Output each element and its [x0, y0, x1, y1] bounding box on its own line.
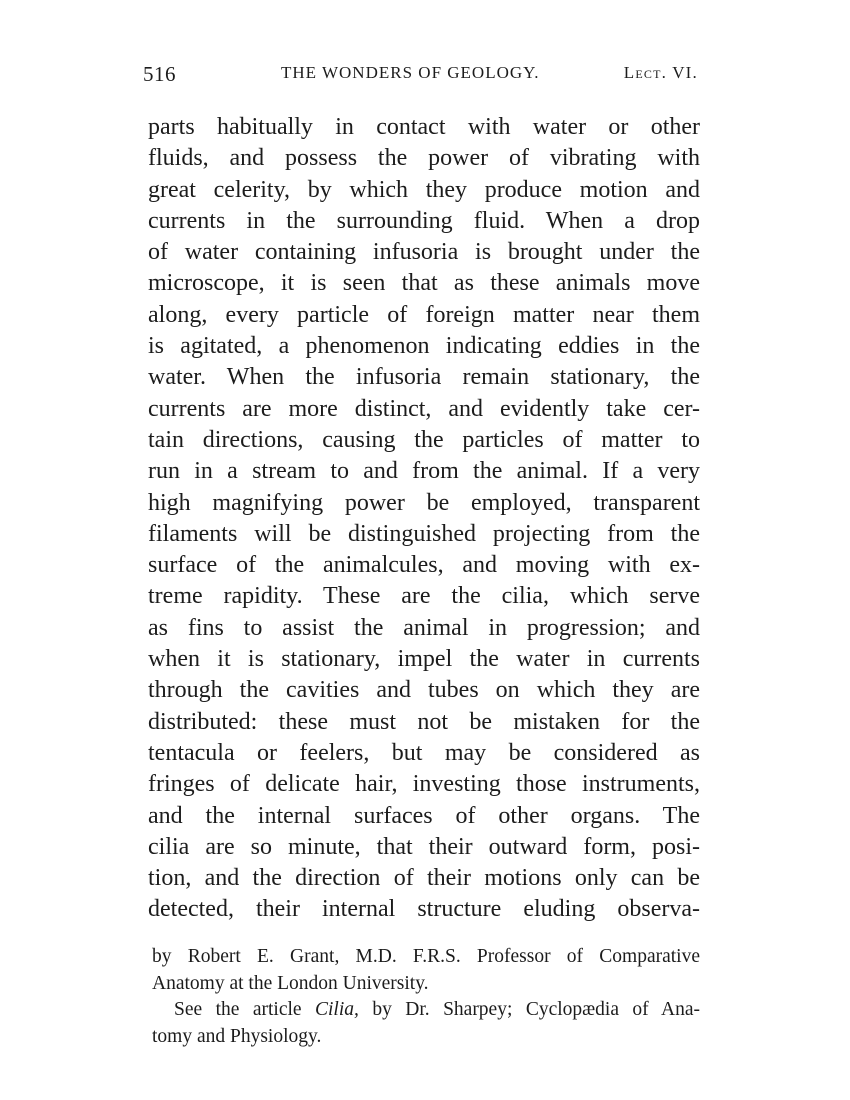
footnote-text: by Dr. Sharpey; Cyclopædia of Ana- [358, 999, 700, 1021]
text-line: is agitated, a phenomenon indicating eddies in the [148, 333, 700, 360]
text-line: detected, their internal structure eluding observa- [148, 896, 700, 923]
text-line: and the internal surfaces of other organs. The [148, 802, 700, 829]
footnote-text: See the article [174, 999, 315, 1021]
text-line: along, every particle of foreign matter near them [148, 301, 700, 328]
running-head [143, 62, 698, 92]
lecture-number: Lect. VI. [623, 63, 698, 82]
text-line: surface of the animalcules, and moving with ex- [148, 552, 700, 579]
text-line: fluids, and possess the power of vibrating with [148, 145, 700, 172]
text-line: through the cavities and tubes on which they are [148, 677, 700, 704]
footnote-line: by Robert E. Grant, M.D. F.R.S. Professor of Comparative [152, 946, 700, 967]
footnote-line [152, 997, 700, 1024]
footnote-line: Anatomy at the London University. [152, 972, 429, 994]
text-line: currents in the surrounding fluid. When a drop [148, 207, 700, 234]
text-line: of water containing infusoria is brought under the [148, 239, 700, 266]
text-line: fringes of delicate hair, investing those instruments, [148, 771, 700, 798]
text-line: when it is stationary, impel the water in currents [148, 646, 700, 673]
text-line: great celerity, by which they produce motion and [148, 176, 700, 203]
text-line: microscope, it is seen that as these animals move [148, 270, 700, 297]
footnote-italic-term: Cilia, [315, 999, 359, 1021]
running-title: THE WONDERS OF GEOLOGY. [281, 63, 540, 82]
text-line: tion, and the direction of their motions only can be [148, 865, 700, 892]
text-line: run in a stream to and from the animal. If a very [148, 458, 700, 485]
text-line: high magnifying power be employed, transparent [148, 489, 700, 516]
text-line: treme rapidity. These are the cilia, which serve [148, 583, 700, 610]
text-line: cilia are so minute, that their outward form, posi- [148, 833, 700, 860]
text-line: as fins to assist the animal in progression; and [148, 614, 700, 641]
text-line: tentacula or feelers, but may be considered as [148, 739, 700, 766]
page-number: 516 [143, 62, 176, 86]
body-text [148, 112, 700, 926]
text-line: tain directions, causing the particles of matter to [148, 426, 700, 453]
text-line: distributed: these must not be mistaken for the [148, 708, 700, 735]
text-line: water. When the infusoria remain stationary, the [148, 364, 700, 391]
footnotes [152, 944, 700, 1050]
text-line: currents are more distinct, and evidently take cer- [148, 395, 700, 422]
text-line: filaments will be distinguished projecting from the [148, 520, 700, 547]
text-line: parts habitually in contact with water or other [148, 114, 700, 140]
footnote-line: tomy and Physiology. [152, 1025, 322, 1047]
